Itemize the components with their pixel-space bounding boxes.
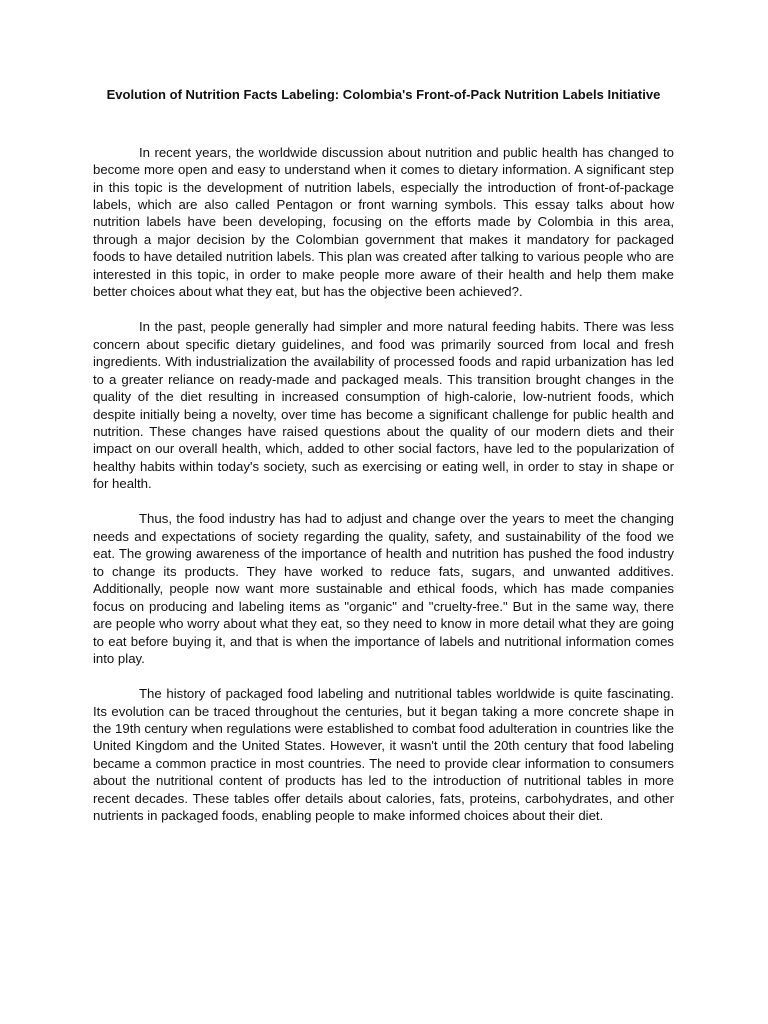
paragraph-intro: In recent years, the worldwide discussion about nutrition and public health has changed to become more open and easy to understand when it comes to dietary information. A significant step in this topic is the development of nutrition labels, especially the introduction of front-of-package labels, which are also called Pentagon or front warning symbols. This essay talks about how nutrition labels have been developing, focusing on the efforts made by Colombia in this area, through a major decision by the Colombian government that makes it mandatory for packaged foods to have detailed nutrition labels. This plan was created after talking to various people who are interested in this topic, in order to make people more aware of their health and help them make better choices about what they eat, but has the objective been achieved?. — [93, 144, 674, 300]
paragraph-labeling-history: The history of packaged food labeling and nutritional tables worldwide is quite fascinating. Its evolution can be traced throughout the centuries, but it began taking a more concrete shape in the 19th century when regulations were established to combat food adulteration in countries like the United Kingdom and the United States. However, it wasn't until the 20th century that food labeling became a common practice in most countries. The need to provide clear information to consumers about the nutritional content of products has led to the introduction of nutritional tables in more recent decades. These tables offer details about calories, fats, proteins, carbohydrates, and other nutrients in packaged foods, enabling people to make informed choices about their diet. — [93, 686, 674, 824]
paragraph-food-industry: Thus, the food industry has had to adjust and change over the years to meet the changing needs and expectations of society regarding the quality, safety, and sustainability of the food we eat. The growing awareness of the importance of health and nutrition has pushed the food industry to change its products. They have worked to reduce fats, sugars, and unwanted additives. Additionally, people now want more sustainable and ethical foods, which has made companies focus on producing and labeling items as "organic" and "cruelty-free." But in the same way, there are people who worry about what they eat, so they need to know in more detail what they are going to eat before buying it, and that is when the importance of labels and nutritional information comes into play. — [93, 511, 674, 667]
document-title: Evolution of Nutrition Facts Labeling: Colombia's Front-of-Pack Nutrition Labels Initiative — [106, 87, 661, 102]
document-body — [93, 86, 674, 842]
paragraph-past-habits: In the past, people generally had simpler and more natural feeding habits. There was less concern about specific dietary guidelines, and food was primarily sourced from local and fresh ingredients. With industrialization the availability of processed foods and rapid urbanization has led to a greater reliance on ready-made and packaged meals. This transition brought changes in the quality of the diet resulting in increased consumption of high-calorie, low-nutrient foods, which despite initially being a novelty, over time has become a significant challenge for public health and nutrition. These changes have raised questions about the quality of our modern diets and their impact on our overall health, which, added to other social factors, have led to the popularization of healthy habits within today's society, such as exercising or eating well, in order to stay in shape or for health. — [93, 319, 674, 492]
